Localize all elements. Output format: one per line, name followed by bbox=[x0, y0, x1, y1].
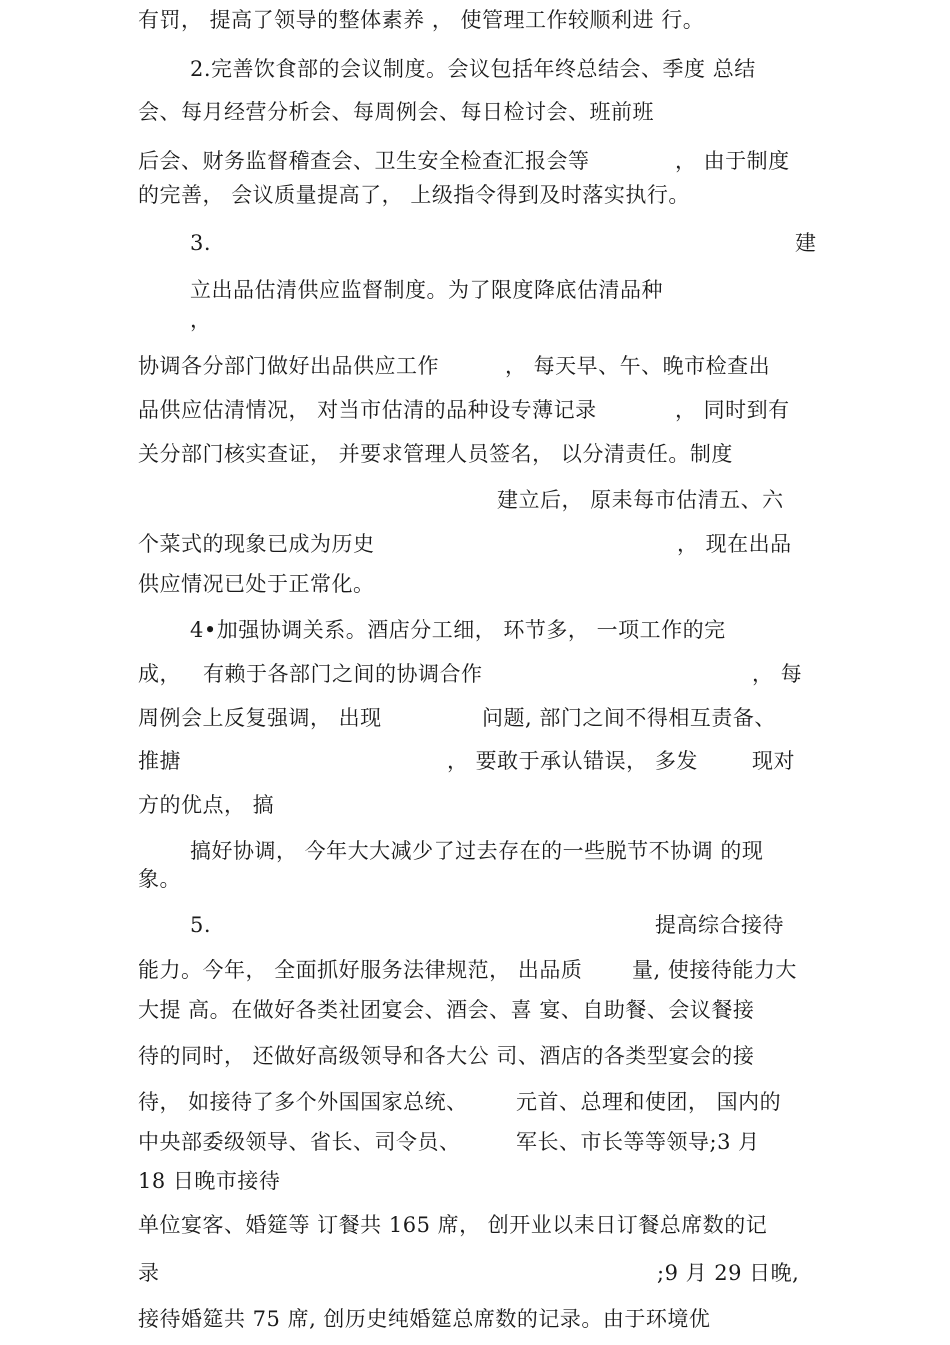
text-line: 建立后， 原耒每市估清五、六 bbox=[497, 488, 784, 512]
text-line: ， 同时到有 bbox=[675, 398, 790, 422]
text-line: 周例会上反复强调， 出现 bbox=[138, 706, 382, 730]
text-line: 待的同时， 还做好高级领导和各大公 司、酒店的各类型宴会的接 bbox=[138, 1044, 755, 1068]
text-line: 提高综合接待 bbox=[655, 913, 784, 937]
text-line: 推搪 bbox=[138, 749, 181, 773]
text-line: 成， bbox=[138, 662, 181, 686]
text-line: 18 日晚市接待 bbox=[138, 1169, 281, 1193]
text-line: 个菜式的现象已成为历史 bbox=[138, 532, 375, 556]
text-line: 关分部门核实查证， 并要求管理人员签名， 以分清责任。制度 bbox=[138, 442, 733, 466]
text-line: 3. bbox=[190, 231, 212, 255]
text-line: ， 每 bbox=[752, 662, 803, 686]
text-line: 供应情况已处于正常化。 bbox=[138, 572, 375, 596]
text-line: 会、每月经营分析会、每周例会、每日检讨会、班前班 bbox=[138, 100, 654, 124]
text-line: 问题, 部门之间不得相互责备、 bbox=[482, 706, 776, 730]
text-line: 量, 使接待能力大 bbox=[632, 958, 797, 982]
text-line: 现对 bbox=[752, 749, 795, 773]
text-line: 大提 高。在做好各类社团宴会、酒会、喜 宴、自助餐、会议餐接 bbox=[138, 998, 755, 1022]
text-line: 待， 如接待了多个外国国家总统、 bbox=[138, 1090, 468, 1114]
text-line: 中央部委级领导、省长、司令员、 bbox=[138, 1130, 461, 1154]
text-line: 建 bbox=[795, 231, 817, 255]
text-line: 军长、市长等等领导;3 月 bbox=[516, 1130, 760, 1154]
text-line: ， 由于制度 bbox=[675, 149, 790, 173]
text-line: ;9 月 29 日晚, bbox=[657, 1261, 800, 1285]
text-line: 4•加强协调关系。酒店分工细， 环节多， 一项工作的完 bbox=[190, 618, 726, 642]
text-line: 协调各分部门做好出品供应工作 bbox=[138, 354, 439, 378]
text-line: ， 现在出品 bbox=[677, 532, 792, 556]
text-line: 能力。今年， 全面抓好服务法律规范， 出品质 bbox=[138, 958, 583, 982]
text-line: 单位宴客、婚筵等 订餐共 165 席， 创开业以耒日订餐总席数的记 bbox=[138, 1213, 768, 1237]
text-line: 2.完善饮食部的会议制度。会议包括年终总结会、季度 总结 bbox=[190, 57, 756, 81]
text-line: 品供应估清情况， 对当市估清的品种设专薄记录 bbox=[138, 398, 597, 422]
text-line: 搞好协调， 今年大大减少了过去存在的一些脱节不协调 的现 bbox=[190, 839, 764, 863]
text-line: 方的优点， 搞 bbox=[138, 793, 275, 817]
text-line: 有罚， 提高了领导的整体素养 ， 使管理工作较顺利进 行。 bbox=[138, 8, 705, 32]
text-line: ， 每天早、午、晚市检查出 bbox=[505, 354, 771, 378]
text-line: ， bbox=[190, 308, 212, 332]
text-line: 有赖于各部门之间的协调合作 bbox=[203, 662, 483, 686]
text-line: 5. bbox=[190, 913, 212, 937]
text-line: 象。 bbox=[138, 867, 181, 891]
text-line: 立出品估清供应监督制度。为了限度降底估清品种 bbox=[190, 278, 663, 302]
text-line: 后会、财务监督稽查会、卫生安全检查汇报会等 bbox=[138, 149, 590, 173]
text-line: ， 要敢于承认错误， 多发 bbox=[447, 749, 698, 773]
text-line: 元首、总理和使团， 国内的 bbox=[516, 1090, 782, 1114]
text-line: 的完善， 会议质量提高了， 上级指令得到及时落实执行。 bbox=[138, 183, 690, 207]
text-line: 录 bbox=[138, 1261, 160, 1285]
text-line: 接待婚筵共 75 席, 创历史纯婚筵总席数的记录。由于环境优 bbox=[138, 1307, 711, 1331]
